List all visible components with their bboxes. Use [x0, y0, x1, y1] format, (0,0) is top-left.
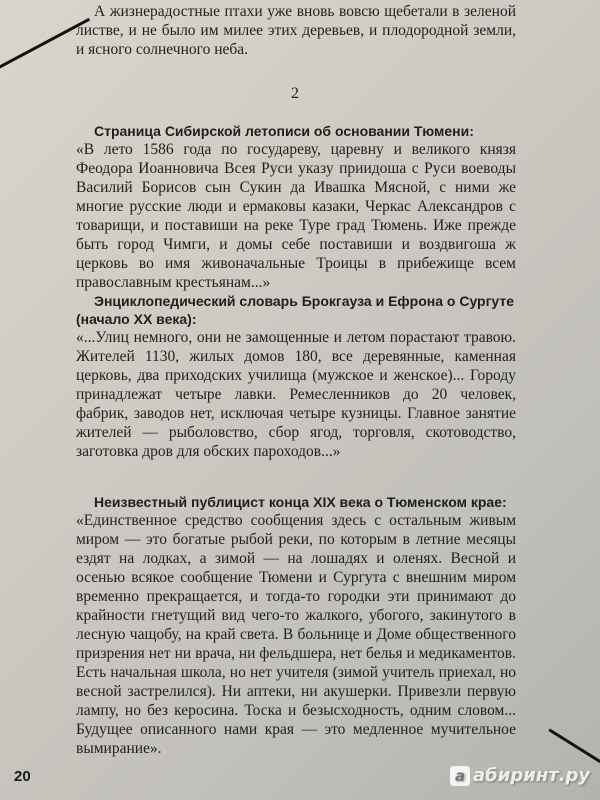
- page-number: 20: [14, 768, 31, 785]
- watermark-text: абиринт.ру: [473, 765, 591, 786]
- publicist-section: [76, 493, 516, 758]
- section-body: «В лето 1586 года по государеву, царевну и великого князя Феодора Иоанновича Всея Руси указу приидоша с Руси воеводы Василий Борисов сын Сукин да Ивашка Мясной, с ними же многие русские люди и ермаковы казаки, Черкас Александров с товарищи, и поставиши на реке Туре град Тюмень. Иже прежде быть город Чимги, и домы себе поставиши и воздвигоша ж церковь во имя живоначальные Троицы в прибежище всем православным крестьянам...»: [76, 141, 516, 291]
- intro-block: [76, 2, 516, 59]
- chronicle-section: [76, 122, 516, 292]
- section-heading: Страница Сибирской летописи об основании Тюмени:: [94, 123, 474, 139]
- encyclopedia-section: [76, 292, 516, 461]
- section-number: 2: [291, 85, 299, 102]
- watermark: [450, 765, 590, 786]
- intro-paragraph: А жизнерадостные птахи уже вновь вовсю щебетали в зеленой листве, и не было им милее этих деревьев, и плодородной земли, и ясного солнечного неба.: [76, 3, 516, 58]
- section-heading: Энциклопедический словарь Брокгауза и Ефрона о Сургуте (начало XX века):: [76, 293, 515, 327]
- section-body: «Единственное средство сообщения здесь с остальным живым миром — это богатые рыбой реки, по которым в летние месяцы ездят на лодках, а зимой — на лошадях и оленях. Весной и осенью всякое сообщение Тюмени и Сургута с внешним миром временно прекращается, и тогда-то городки эти принимают до крайности гнетущий вид чего-то жалкого, убогого, закинутого в лесную чащобу, на край света. В больнице и Доме общественного призрения нет ни врача, ни фельдшера, нет белья и медикаментов. Есть начальная школа, но нет учителя (зимой учитель приехал, но весной застрелился). Ни аптеки, ни акушерки. Привезли первую лампу, но без керосина. Тоска и безысходность, одним словом... Будущее описанного нами края — это медленное мучительное вымирание».: [76, 512, 516, 757]
- labirint-logo-icon: a: [450, 766, 470, 786]
- section-heading: Неизвестный публицист конца XIX века о Тюменском крае:: [94, 494, 507, 510]
- section-body: «...Улиц немного, они не замощенные и летом порастают травою. Жителей 1130, жилых домов 180, все деревянные, каменная церковь, два приходских училища (мужское и женское)... Городу принадлежат четыре лавки. Ремесленников до 20 человек, фабрик, заводов нет, исключая четыре кузницы. Главное занятие жителей — рыболовство, сбор ягод, торговля, скотоводство, заготовка дров для обских пароходов...»: [76, 329, 516, 460]
